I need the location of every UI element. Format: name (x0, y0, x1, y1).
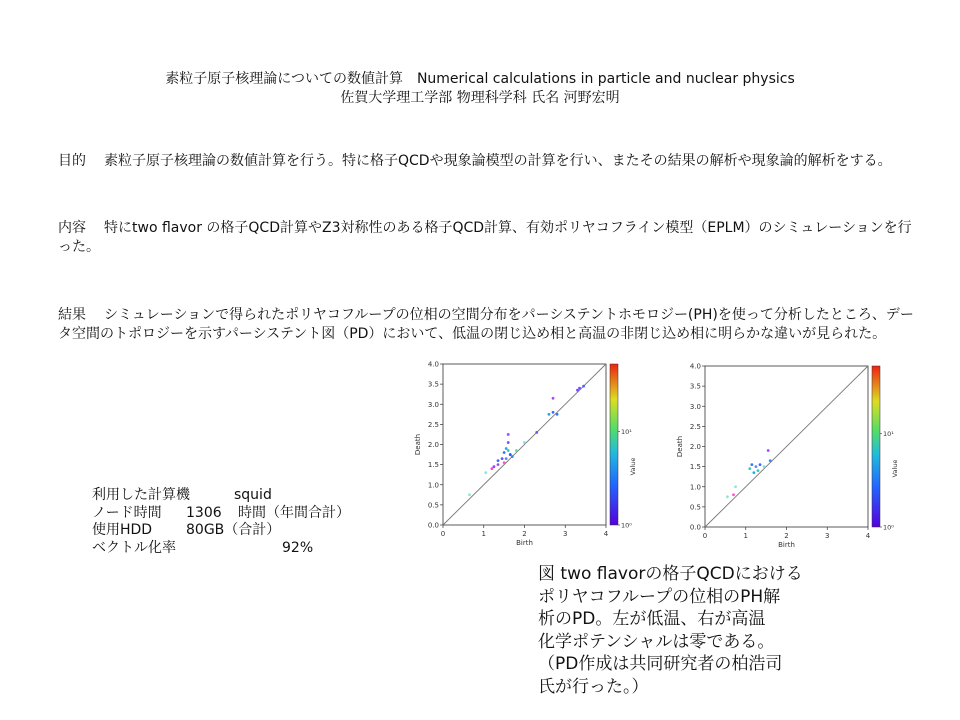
data-point (734, 485, 737, 488)
machine-value: squid (234, 487, 272, 503)
caption-line: 氏が行った。） (538, 676, 649, 697)
diagonal-line (705, 366, 868, 527)
data-point (497, 459, 500, 462)
data-point (511, 455, 514, 458)
content-label: 内容 (58, 220, 86, 236)
x-tick-label: 2 (784, 532, 789, 540)
caption-line: （PD作成は共同研究者の柏浩司 (538, 654, 783, 674)
data-point (484, 471, 487, 474)
purpose-label: 目的 (58, 153, 86, 169)
hdd-label: 使用HDD (92, 522, 153, 538)
data-point (769, 459, 772, 462)
data-point (726, 495, 729, 498)
data-point (497, 463, 500, 466)
diagonal-line (443, 364, 606, 525)
data-point (767, 449, 770, 452)
colorbar-label: Value (891, 459, 899, 478)
hdd-row (92, 522, 350, 540)
data-point (763, 465, 766, 468)
resource-usage (92, 487, 350, 557)
data-point (507, 449, 510, 452)
vector-row (92, 540, 350, 558)
y-tick-label: 0.5 (689, 503, 701, 512)
y-tick-label: 1.5 (689, 463, 701, 472)
figure-caption (538, 563, 838, 698)
data-point (755, 465, 758, 468)
data-point (556, 413, 559, 416)
y-tick-label: 0.5 (427, 501, 439, 510)
data-point (509, 453, 512, 456)
data-point (753, 471, 756, 474)
colorbar-tick-label: 10¹ (621, 428, 632, 437)
y-tick-label: 2.0 (427, 441, 439, 449)
purpose-section (58, 152, 918, 171)
data-point (523, 441, 526, 444)
machine-row (92, 487, 350, 505)
content-text: 特にtwo flavor の格子QCD計算やZ3対称性のある格子QCD計算、有効ポリヤコフライン模型（EPLM）のシミュレーションを行った。 (58, 220, 912, 255)
data-point (582, 385, 585, 388)
y-tick-label: 3.5 (427, 380, 439, 389)
colorbar (872, 366, 880, 527)
data-point (507, 433, 510, 436)
colorbar-tick-label: 10⁰ (883, 523, 894, 532)
caption-line: 析のPD。左が低温、右が高温 (538, 609, 766, 629)
data-point (750, 463, 753, 466)
data-point (515, 449, 518, 452)
data-point (535, 431, 538, 434)
result-section (58, 306, 918, 344)
hdd-value: 80GB（合計） (186, 522, 281, 538)
x-tick-label: 3 (563, 530, 568, 538)
y-axis-label: Death (414, 433, 422, 456)
data-point (503, 461, 506, 464)
y-tick-label: 3.5 (689, 382, 701, 391)
data-point (732, 493, 735, 496)
data-point (501, 457, 504, 460)
x-tick-label: 0 (440, 530, 446, 538)
node-time-value: 1306 (186, 504, 222, 521)
data-point (493, 465, 496, 468)
x-tick-label: 1 (743, 532, 748, 540)
x-tick-label: 3 (825, 532, 830, 540)
node-time-unit: 時間（年間合計） (238, 504, 350, 521)
y-tick-label: 3.0 (427, 400, 439, 409)
purpose-text: 素粒子原子核理論の数値計算を行う。特に格子QCDや現象論模型の計算を行い、またその結果の解析や現象論的解析をする。 (104, 153, 892, 169)
data-point (503, 451, 506, 454)
result-label: 結果 (58, 307, 86, 323)
data-point (759, 463, 762, 466)
caption-line: 図 two flavorの格子QCDにおける (538, 564, 803, 584)
page-title: 素粒子原子核理論についての数値計算 Numerical calculations in particle and nuclear physics (165, 71, 795, 87)
x-axis-label: Birth (778, 541, 795, 549)
vector-label: ベクトル化率 (92, 539, 176, 556)
y-tick-label: 1.5 (427, 461, 439, 470)
colorbar-tick-label: 10¹ (883, 430, 894, 439)
data-point (505, 447, 508, 450)
y-tick-label: 2.5 (427, 420, 439, 429)
x-tick-label: 0 (702, 532, 708, 540)
x-axis-label: Birth (516, 539, 533, 547)
data-point (491, 467, 494, 470)
data-point (578, 387, 581, 390)
machine-label: 利用した計算機 (92, 487, 190, 503)
y-axis-label: Death (676, 435, 684, 458)
result-text: シミュレーションで得られたポリヤコフループの位相の空間分布をパーシステントホモロジー(PH)を使って分析したところ、データ空間のトポロジーを示すパーシステント図（PD）において、低温の閉じ込め相と高温の非閉じ込め相に明らかな違いが見られた。 (58, 307, 914, 342)
x-tick-label: 2 (522, 530, 527, 538)
data-point (552, 411, 555, 414)
vector-value: 92% (282, 539, 314, 556)
colorbar-label: Value (629, 457, 637, 476)
pd-plot-low-temperature (410, 357, 640, 549)
data-point (552, 397, 555, 400)
content-section (58, 219, 918, 257)
y-tick-label: 4.0 (689, 362, 701, 371)
data-point (548, 413, 551, 416)
data-point (468, 493, 471, 496)
data-point (757, 469, 760, 472)
caption-line: 化学ポテンシャルは零である。 (538, 631, 775, 652)
node-time-label: ノード時間 (92, 504, 162, 521)
colorbar (610, 364, 618, 525)
x-tick-label: 4 (603, 530, 609, 538)
data-point (748, 467, 751, 470)
y-tick-label: 4.0 (427, 360, 439, 369)
y-tick-label: 2.0 (689, 443, 701, 451)
data-point (507, 441, 510, 444)
author-line: 佐賀大学理工学部 物理科学科 氏名 河野宏明 (340, 90, 620, 106)
y-tick-label: 0.0 (427, 521, 439, 530)
data-point (505, 457, 508, 460)
x-tick-label: 1 (481, 530, 486, 538)
y-tick-label: 2.5 (689, 422, 701, 431)
y-tick-label: 1.0 (427, 481, 439, 490)
y-tick-label: 3.0 (689, 402, 701, 411)
data-point (576, 389, 579, 392)
y-tick-label: 1.0 (689, 483, 701, 492)
node-time-row (92, 505, 350, 523)
caption-line: ポリヤコフループの位相のPH解 (538, 586, 781, 607)
colorbar-tick-label: 10⁰ (621, 521, 632, 530)
x-tick-label: 4 (865, 532, 871, 540)
pd-plot-high-temperature (672, 359, 902, 551)
y-tick-label: 0.0 (689, 523, 701, 532)
